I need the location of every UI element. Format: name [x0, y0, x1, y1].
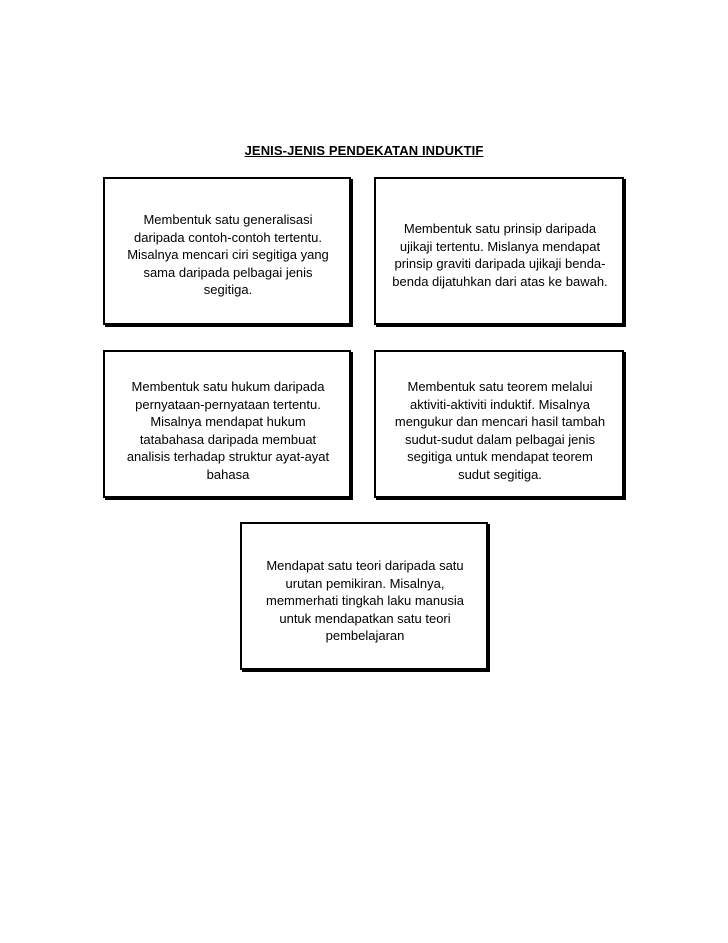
box-teori-text [240, 557, 490, 645]
text-line: aktiviti-aktiviti induktif. Misalnya [410, 396, 590, 412]
text-line: mengukur dan mencari hasil tambah [394, 414, 606, 429]
box-teorem-text [370, 378, 630, 483]
text-line: sama daripada pelbagai jenis [143, 264, 313, 280]
page-title: JENIS-JENIS PENDEKATAN INDUKTIF [244, 143, 484, 158]
text-line: daripada contoh-contoh tertentu. [134, 229, 322, 245]
text-line: ujikaji tertentu. Mislanya mendapat [399, 238, 601, 254]
text-line: tatabahasa daripada membuat [139, 431, 317, 447]
text-line: pembelajaran [325, 628, 405, 643]
text-line: urutan pemikiran. Misalnya, [285, 575, 445, 591]
text-line: analisis terhadap struktur ayat-ayat [126, 449, 330, 464]
text-line: Membentuk satu generalisasi [143, 212, 313, 227]
text-line: benda dijatuhkan dari atas ke bawah. [392, 273, 608, 289]
text-line: bahasa [206, 466, 250, 482]
box-hukum-text [103, 378, 353, 483]
text-line: memmerhati tingkah laku manusia [266, 593, 464, 608]
text-line: sudut-sudut dalam pelbagai jenis [404, 431, 596, 447]
text-line: segitiga untuk mendapat teorem [407, 449, 593, 464]
text-line: Misalnya mendapat hukum [150, 414, 306, 429]
text-line: Membentuk satu prinsip daripada [403, 221, 597, 236]
text-line: Membentuk satu teorem melalui [407, 379, 593, 394]
text-line: Membentuk satu hukum daripada [131, 379, 325, 394]
box-generalisasi-text [103, 211, 353, 299]
text-line: sudut segitiga. [458, 466, 542, 482]
box-prinsip-text [370, 220, 630, 290]
text-line: untuk mendapatkan satu teori [279, 610, 451, 626]
text-line: prinsip graviti daripada ujikaji benda- [394, 256, 606, 271]
text-line: Mendapat satu teori daripada satu [266, 558, 464, 573]
text-line: pernyataan-pernyataan tertentu. [135, 396, 321, 412]
text-line: Misalnya mencari ciri segitiga yang [127, 247, 329, 262]
text-line: segitiga. [203, 282, 253, 297]
